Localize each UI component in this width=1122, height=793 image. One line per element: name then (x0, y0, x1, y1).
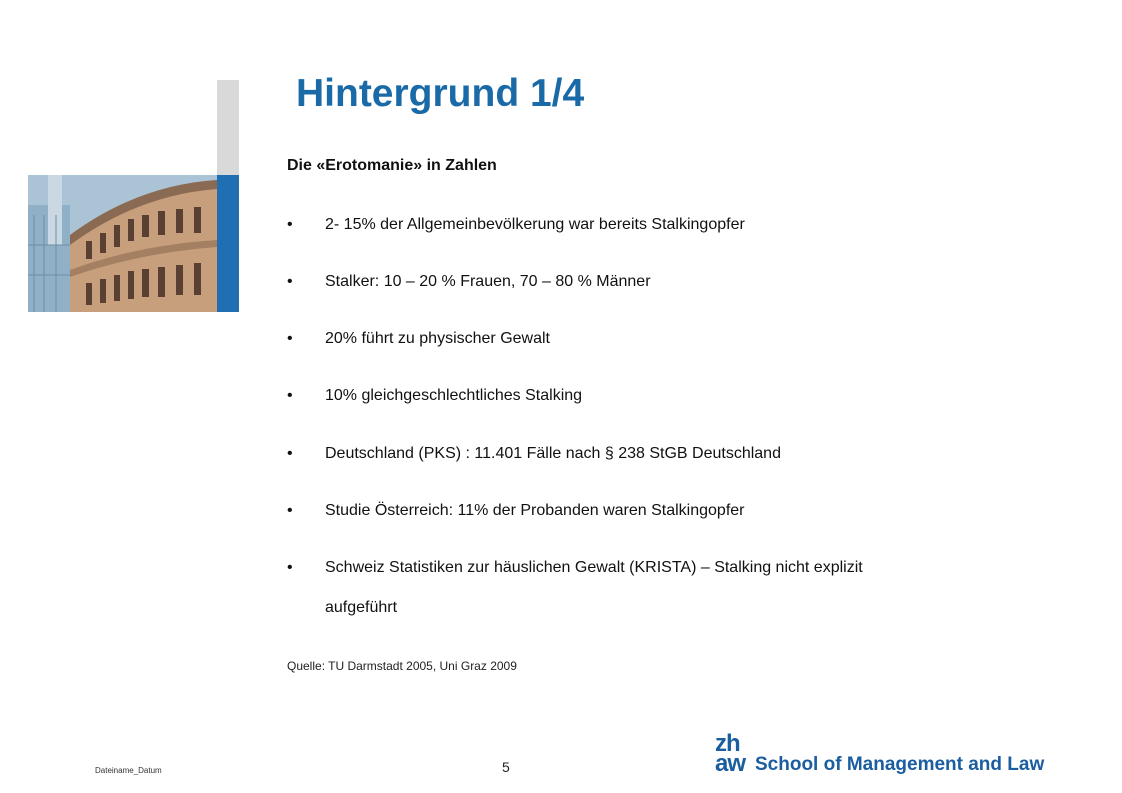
zhaw-logo (707, 730, 1047, 780)
bullet-text: aufgeführt (325, 599, 398, 616)
decorative-blue-bar (217, 175, 239, 312)
bullet-dot: • (287, 330, 293, 347)
page-number: 5 (502, 759, 510, 775)
logo-text: School of Management and Law (755, 754, 1045, 775)
slide-title: Hintergrund 1/4 (296, 72, 585, 115)
logo-mark-bottom: aw (715, 750, 746, 777)
bullet-dot: • (287, 445, 293, 462)
bullet-text: 2- 15% der Allgemeinbevölkerung war bereits Stalkingopfer (325, 216, 745, 233)
bullet-text: 10% gleichgeschlechtliches Stalking (325, 387, 583, 404)
bullet-text: Schweiz Statistiken zur häuslichen Gewalt (KRISTA) – Stalking nicht explizit (325, 559, 863, 576)
bullet-dot: • (287, 559, 293, 576)
bullet-text: Stalker: 10 – 20 % Frauen, 70 – 80 % Männer (325, 273, 651, 290)
logo-mark-top: zh (715, 730, 740, 757)
bullet-text: Studie Österreich: 11% der Probanden waren Stalkingopfer (325, 502, 745, 519)
slide-subtitle: Die «Erotomanie» in Zahlen (287, 157, 497, 174)
bullet-dot: • (287, 387, 293, 404)
bullet-dot: • (287, 502, 293, 519)
logo-mark (715, 730, 755, 780)
footer-filename: Dateiname_Datum (95, 766, 162, 775)
bullet-dot: • (287, 216, 293, 233)
bullet-dot: • (287, 273, 293, 290)
decorative-gray-bar (217, 80, 239, 175)
bullet-text: Deutschland (PKS) : 11.401 Fälle nach § 238 StGB Deutschland (325, 445, 781, 462)
building-photo (28, 175, 217, 312)
source-citation: Quelle: TU Darmstadt 2005, Uni Graz 2009 (287, 659, 517, 673)
bullet-text: 20% führt zu physischer Gewalt (325, 330, 550, 347)
